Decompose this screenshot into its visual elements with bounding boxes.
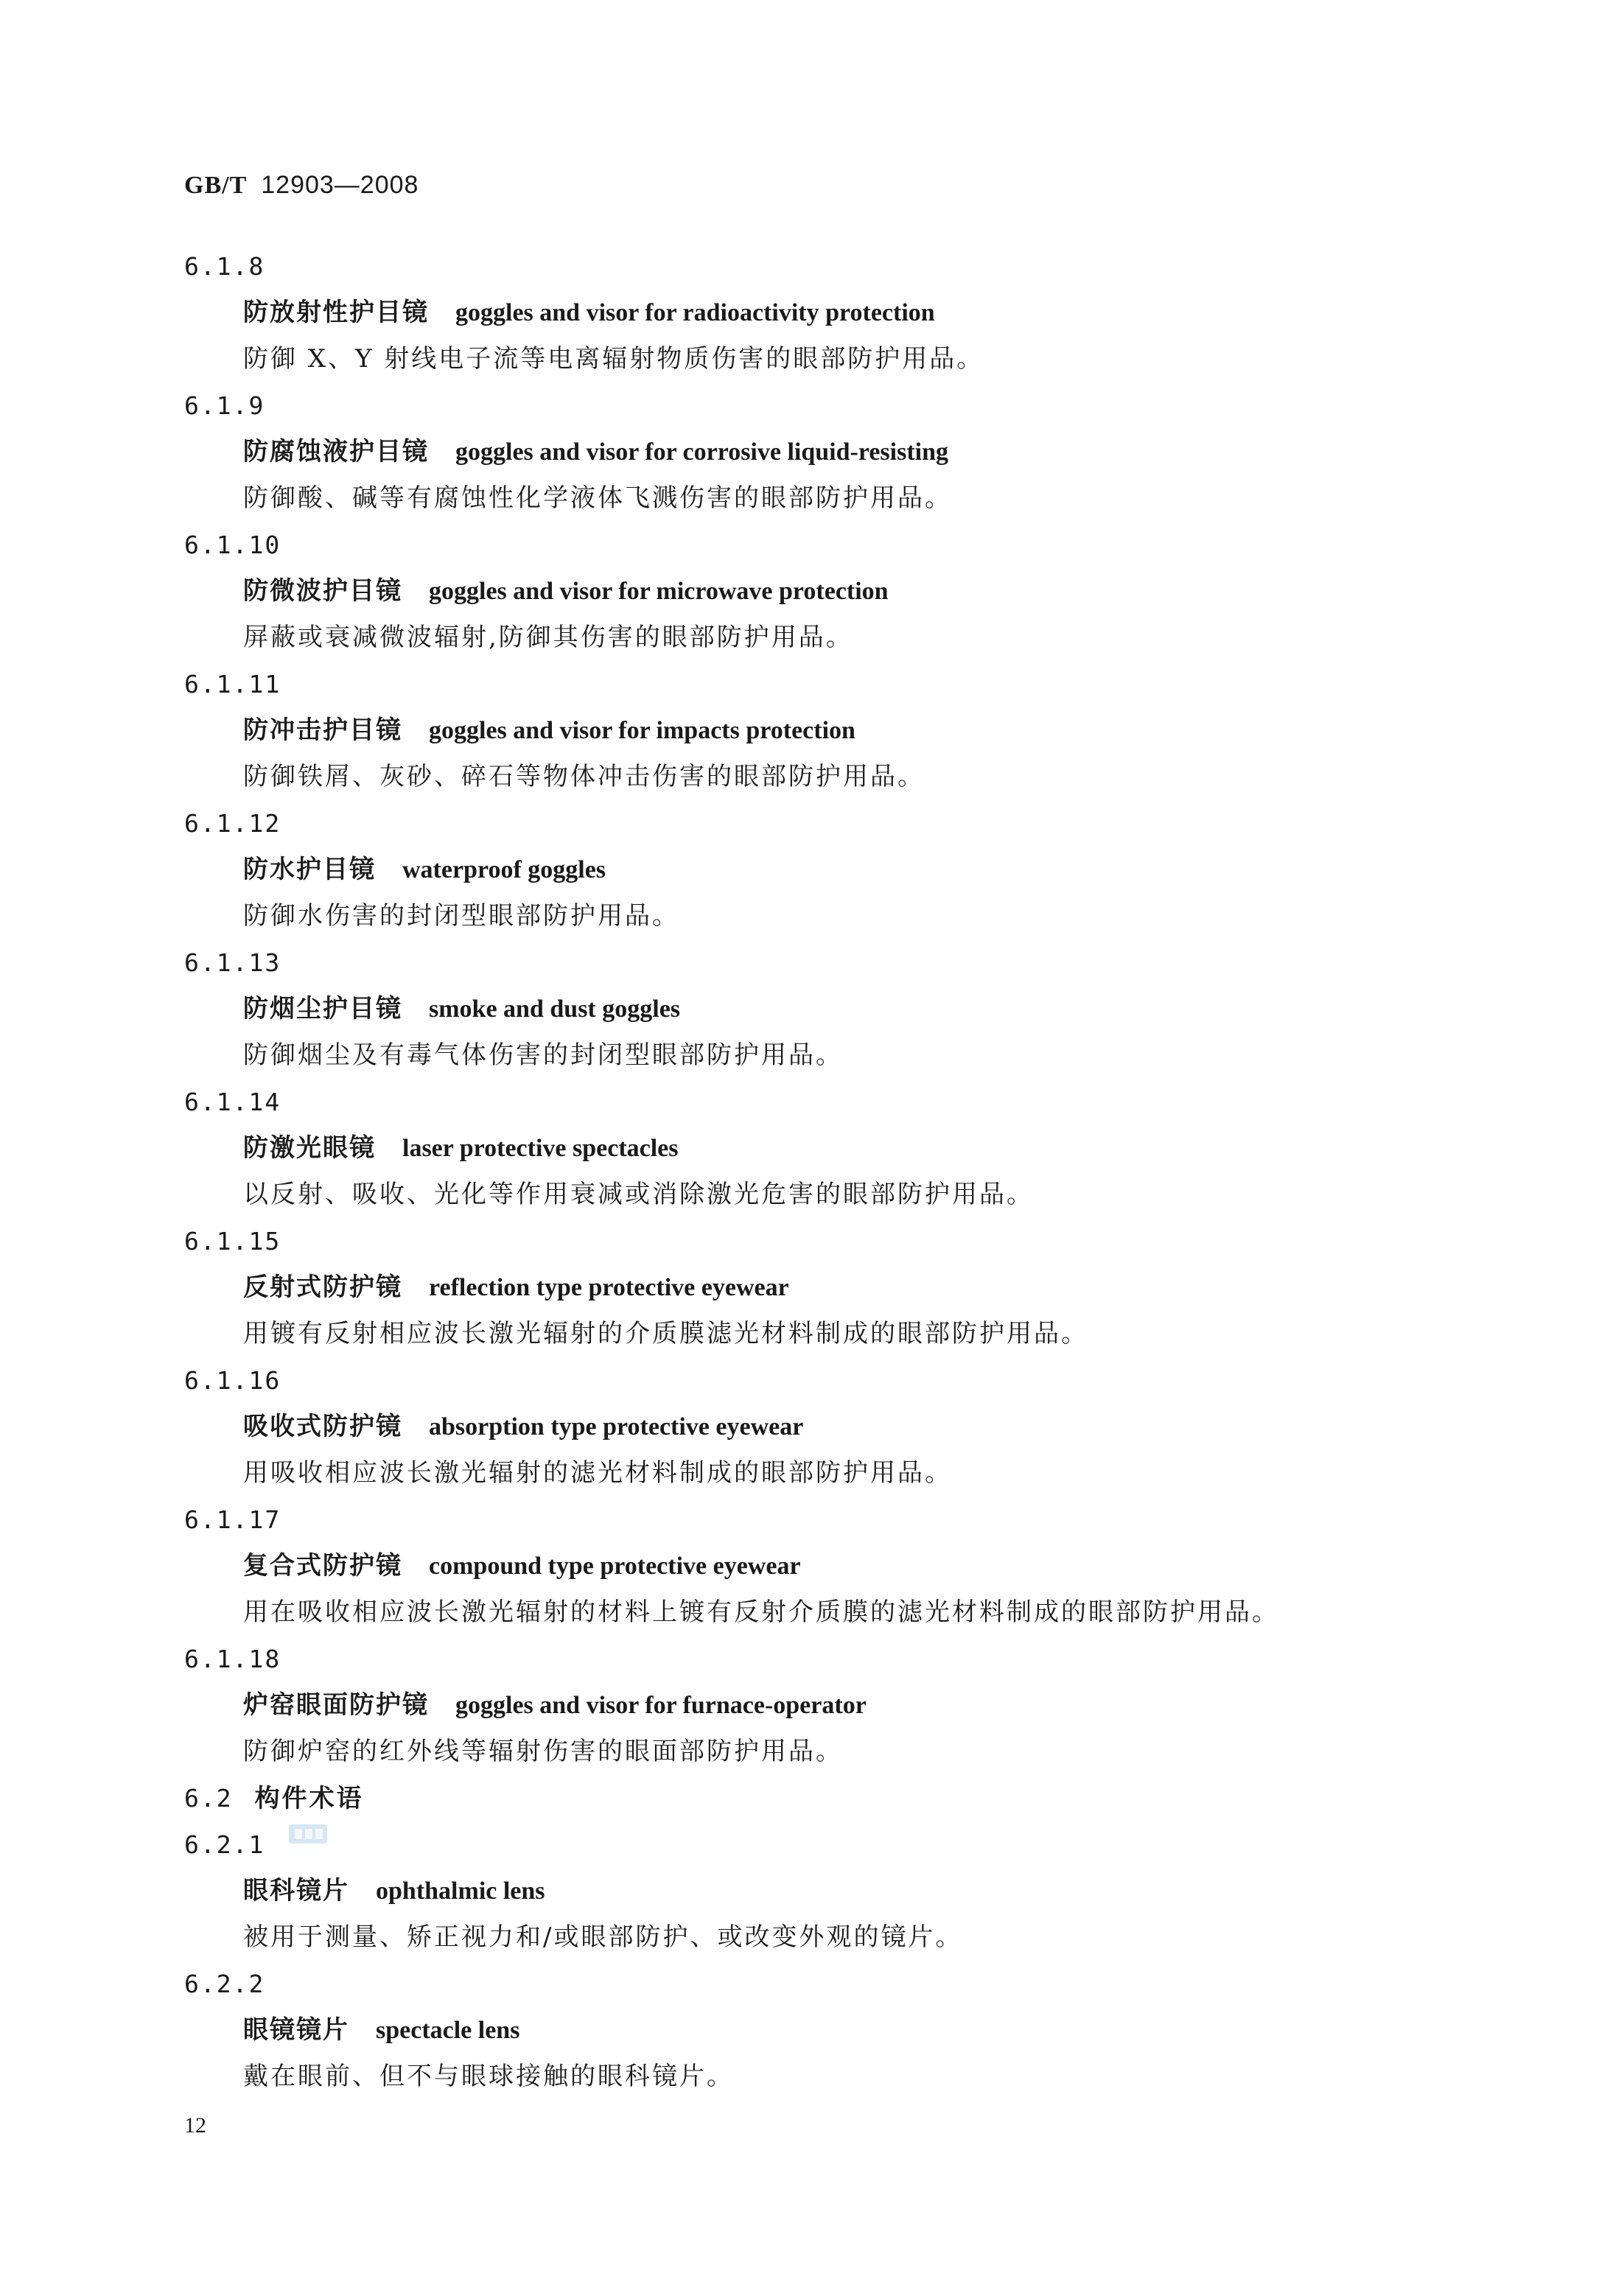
term-english: goggles and visor for corrosive liquid-resisting (455, 438, 949, 466)
term-definition: 防御铁屑、灰砂、碎石等物体冲击伤害的眼部防护用品。 (243, 762, 925, 791)
term-chinese: 眼科镜片 (243, 1876, 349, 1905)
term-definition: 防御炉窑的红外线等辐射伤害的眼面部防护用品。 (243, 1737, 843, 1766)
term-chinese: 防放射性护目镜 (243, 298, 429, 327)
term-chinese: 防烟尘护目镜 (243, 994, 402, 1023)
term-english: goggles and visor for microwave protection (429, 578, 889, 605)
term-line (184, 707, 1474, 754)
clause (184, 1636, 1474, 1775)
clause (184, 800, 1474, 939)
term-english: laser protective spectacles (402, 1135, 679, 1162)
clause-number: 6.1.18 (184, 1645, 281, 1673)
term-english: absorption type protective eyewear (429, 1413, 804, 1440)
term-english: ophthalmic lens (376, 1877, 545, 1905)
section-heading (184, 1775, 1474, 1821)
term-definition: 防御酸、碱等有腐蚀性化学液体飞溅伤害的眼部防护用品。 (243, 483, 952, 513)
term-english: goggles and visor for furnace-operator (455, 1692, 867, 1719)
term-chinese: 防微波护目镜 (243, 576, 402, 606)
clause-number: 6.1.10 (184, 531, 281, 559)
term-english: goggles and visor for radioactivity protection (455, 299, 935, 326)
clause (184, 1357, 1474, 1496)
term-line (184, 1125, 1474, 1172)
term-line (184, 290, 1474, 336)
clause-number: 6.1.14 (184, 1088, 281, 1116)
clause-number: 6.1.11 (184, 670, 281, 699)
section-number: 6.2 (184, 1784, 233, 1813)
term-chinese: 防水护目镜 (243, 855, 376, 884)
term-definition: 用在吸收相应波长激光辐射的材料上镀有反射介质膜的滤光材料制成的眼部防护用品。 (243, 1597, 1279, 1627)
term-line (184, 2007, 1474, 2054)
term-line (184, 1404, 1474, 1450)
term-line (184, 568, 1474, 615)
watermark-logo (287, 1821, 329, 1846)
term-english: compound type protective eyewear (429, 1552, 801, 1580)
clause (184, 1961, 1474, 2100)
term-english: smoke and dust goggles (429, 995, 681, 1023)
term-definition: 防御 X、Y 射线电子流等电离辐射物质伤害的眼部防护用品。 (243, 344, 984, 374)
term-definition: 以反射、吸收、光化等作用衰减或消除激光危害的眼部防护用品。 (243, 1180, 1034, 1209)
page-number: 12 (184, 2113, 206, 2138)
clause-number: 6.1.13 (184, 948, 281, 977)
term-line (184, 986, 1474, 1032)
standard-prefix: GB/T (184, 172, 248, 199)
term-line (184, 847, 1474, 893)
term-chinese: 复合式防护镜 (243, 1551, 402, 1580)
term-definition: 被用于测量、矫正视力和/或眼部防护、或改变外观的镜片。 (243, 1922, 963, 1952)
term-chinese: 眼镜镜片 (243, 2015, 349, 2045)
term-line (184, 1682, 1474, 1729)
term-english: waterproof goggles (402, 856, 606, 883)
clause (184, 1496, 1474, 1636)
term-line (184, 1868, 1474, 1914)
term-chinese: 吸收式防护镜 (243, 1412, 402, 1441)
term-chinese: 反射式防护镜 (243, 1272, 402, 1302)
clause (184, 382, 1474, 522)
clause (184, 1821, 1474, 1961)
term-line (184, 429, 1474, 475)
clause (184, 522, 1474, 661)
term-chinese: 防腐蚀液护目镜 (243, 437, 429, 466)
clause (184, 1218, 1474, 1357)
clause (184, 661, 1474, 800)
clause-number: 6.1.8 (184, 252, 265, 281)
term-english: goggles and visor for impacts protection (429, 717, 855, 744)
clause-number: 6.1.9 (184, 391, 265, 420)
standard-code (184, 171, 419, 200)
term-definition: 戴在眼前、但不与眼球接触的眼科镜片。 (243, 2062, 734, 2091)
term-definition: 用吸收相应波长激光辐射的滤光材料制成的眼部防护用品。 (243, 1458, 952, 1488)
term-definition: 防御水伤害的封闭型眼部防护用品。 (243, 901, 679, 931)
clause-number: 6.1.17 (184, 1505, 281, 1534)
clause-number: 6.2.1 (184, 1830, 265, 1859)
term-chinese: 防冲击护目镜 (243, 715, 402, 745)
term-definition: 防御烟尘及有毒气体伤害的封闭型眼部防护用品。 (243, 1040, 843, 1070)
clause-number: 6.1.15 (184, 1227, 281, 1256)
term-definition: 屏蔽或衰减微波辐射,防御其伤害的眼部防护用品。 (243, 623, 853, 652)
clause (184, 1079, 1474, 1218)
term-line (184, 1264, 1474, 1311)
term-definition: 用镀有反射相应波长激光辐射的介质膜滤光材料制成的眼部防护用品。 (243, 1319, 1088, 1348)
clause-number: 6.1.16 (184, 1366, 281, 1395)
clause-number: 6.1.12 (184, 809, 281, 838)
term-chinese: 炉窑眼面防护镜 (243, 1690, 429, 1720)
term-english: reflection type protective eyewear (429, 1274, 789, 1301)
term-english: spectacle lens (376, 2017, 520, 2044)
clause (184, 939, 1474, 1079)
clause-number: 6.2.2 (184, 1970, 265, 1998)
term-chinese: 防激光眼镜 (243, 1133, 376, 1163)
section-title: 构件术语 (254, 1784, 364, 1813)
clause-list (184, 243, 1474, 2100)
term-line (184, 1543, 1474, 1589)
clause (184, 243, 1474, 382)
standard-number: 12903—2008 (261, 171, 419, 199)
